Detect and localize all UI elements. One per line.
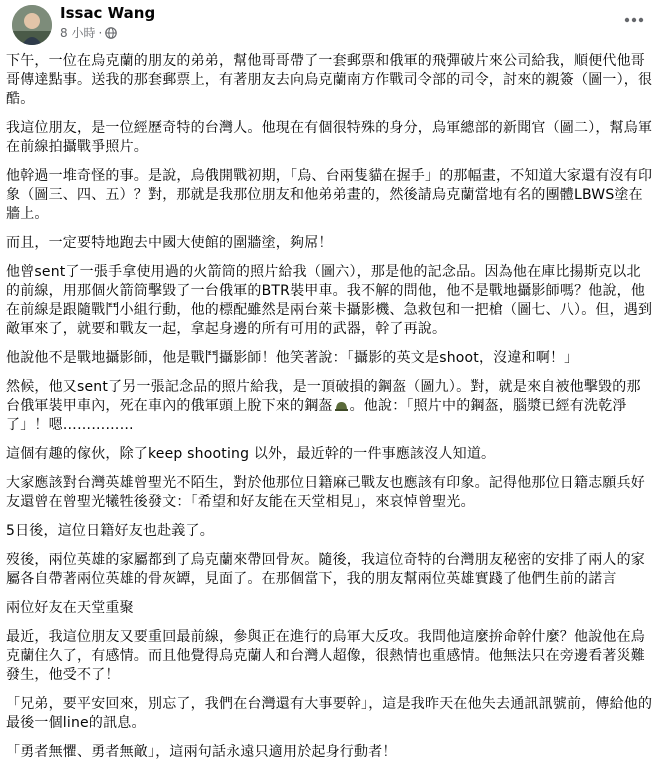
- post-paragraph: 他說他不是戰地攝影師，他是戰鬥攝影師！他笑著說：「攝影的英文是shoot，沒違和啊！」: [6, 350, 579, 366]
- separator-dot: ·: [98, 26, 103, 40]
- paragraph-text: 然候，他又sent了另一張記念品的照片給我，是一頂破損的鋼盔（圖九）。對，就是來自被他擊毀的那台俄軍裝甲車內，死在車內的俄軍頭上脫下來的鋼盔: [6, 379, 641, 414]
- post-paragraph: 5日後，這位日籍好友也赴義了。: [6, 523, 214, 539]
- paragraph-text: 。他說：「照片中的鋼盔，腦漿已經有洗乾淨了」！嗯……………: [6, 398, 627, 433]
- post-paragraph: 歿後，兩位英雄的家屬都到了烏克蘭來帶回骨灰。隨後，我這位奇特的台灣朋友秘密的安排了兩人的家屬各自帶著兩位英雄的骨灰罈，見面了。在那個當下，我的朋友幫兩位英雄實踐了他們生前的諾言: [6, 552, 645, 587]
- post-paragraph: 「勇者無懼、勇者無敵」，這兩句話永遠只適用於起身行動者！: [6, 744, 397, 760]
- post-paragraph: 大家應該對台灣英雄曾聖光不陌生，對於他那位日籍麻己戰友也應該有印象。記得他那位日籍志願兵好友還曾在曾聖光犧牲後發文：「希望和好友能在天堂相見」，來哀悼曾聖光。: [6, 475, 645, 510]
- post-paragraph: 而且，一定要特地跑去中國大使館的圍牆塗，夠屌！: [6, 235, 333, 251]
- post-paragraph: 兩位好友在天堂重聚: [6, 600, 134, 616]
- post-paragraph: 我這位朋友，是一位經歷奇特的台灣人。他現在有個很特殊的身分，烏軍總部的新聞官（圖二），幫烏軍在前線拍攝戰爭照片。: [6, 120, 653, 155]
- post-meta: [60, 25, 117, 41]
- post-paragraph: 下午，一位在烏克蘭的朋友的弟弟，幫他哥哥帶了一套郵票和俄軍的飛彈破片來公司給我，順便代他哥哥傳達點事。送我的那套郵票上，有著朋友去向烏克蘭南方作戰司令部的司令，討來的親簽（圖一），很酷。: [6, 53, 653, 107]
- post-paragraph: 這個有趣的傢伙，除了keep shooting 以外，最近幹的一件事應該沒人知道。: [6, 446, 496, 462]
- helmet-emoji-icon: [335, 398, 348, 408]
- post-paragraph: 「兄弟，要平安回來，別忘了，我們在台灣還有大事要幹」，這是我昨天在他失去通訊訊號前，傳給他的最後一個line的訊息。: [6, 696, 653, 731]
- more-options-button[interactable]: [622, 10, 646, 30]
- more-options-icon: [624, 17, 644, 23]
- globe-icon[interactable]: [105, 27, 117, 39]
- author-name[interactable]: Issac Wang: [60, 4, 156, 22]
- profile-avatar[interactable]: [12, 5, 52, 45]
- post-paragraph: 最近，我這位朋友又要重回最前線，參與正在進行的烏軍大反攻。我問他這麼拚命幹什麼？他說他在烏克蘭住久了，有感情。而且他覺得烏克蘭人和台灣人超像，很熱情也重感情。他無法只在旁邊看著災難發生，他受不了！: [6, 629, 645, 683]
- post-header: [0, 0, 660, 44]
- post-paragraph: 他幹過一堆奇怪的事。是說，烏俄開戰初期，「烏、台兩隻貓在握手」的那幅畫，不知道大家還有沒有印象（圖三、四、五）？對，那就是我那位朋友和他弟弟畫的，然後請烏克蘭當地有名的團體LBWS塗在牆上。: [6, 168, 653, 222]
- post-timestamp[interactable]: 8 小時: [60, 26, 96, 40]
- post-body: [6, 52, 654, 772]
- post-paragraph: 他曾sent了一張手拿使用過的火箭筒的照片給我（圖六），那是他的記念品。因為他在庫比揚斯克以北的前線，用那個火箭筒擊毀了一台俄軍的BTR裝甲車。我不解的問他，他不是戰地攝影師嗎？他說，他在前線是跟隨戰鬥小組行動，他的標配雖然是兩台萊卡攝影機、急救包和一把槍（圖七、八）。但，遇到敵軍來了，就要和戰友一起，拿起身邊的所有可用的武器，幹了再說。: [6, 264, 653, 337]
- avatar-image: [12, 5, 52, 45]
- post-paragraph: [6, 378, 654, 435]
